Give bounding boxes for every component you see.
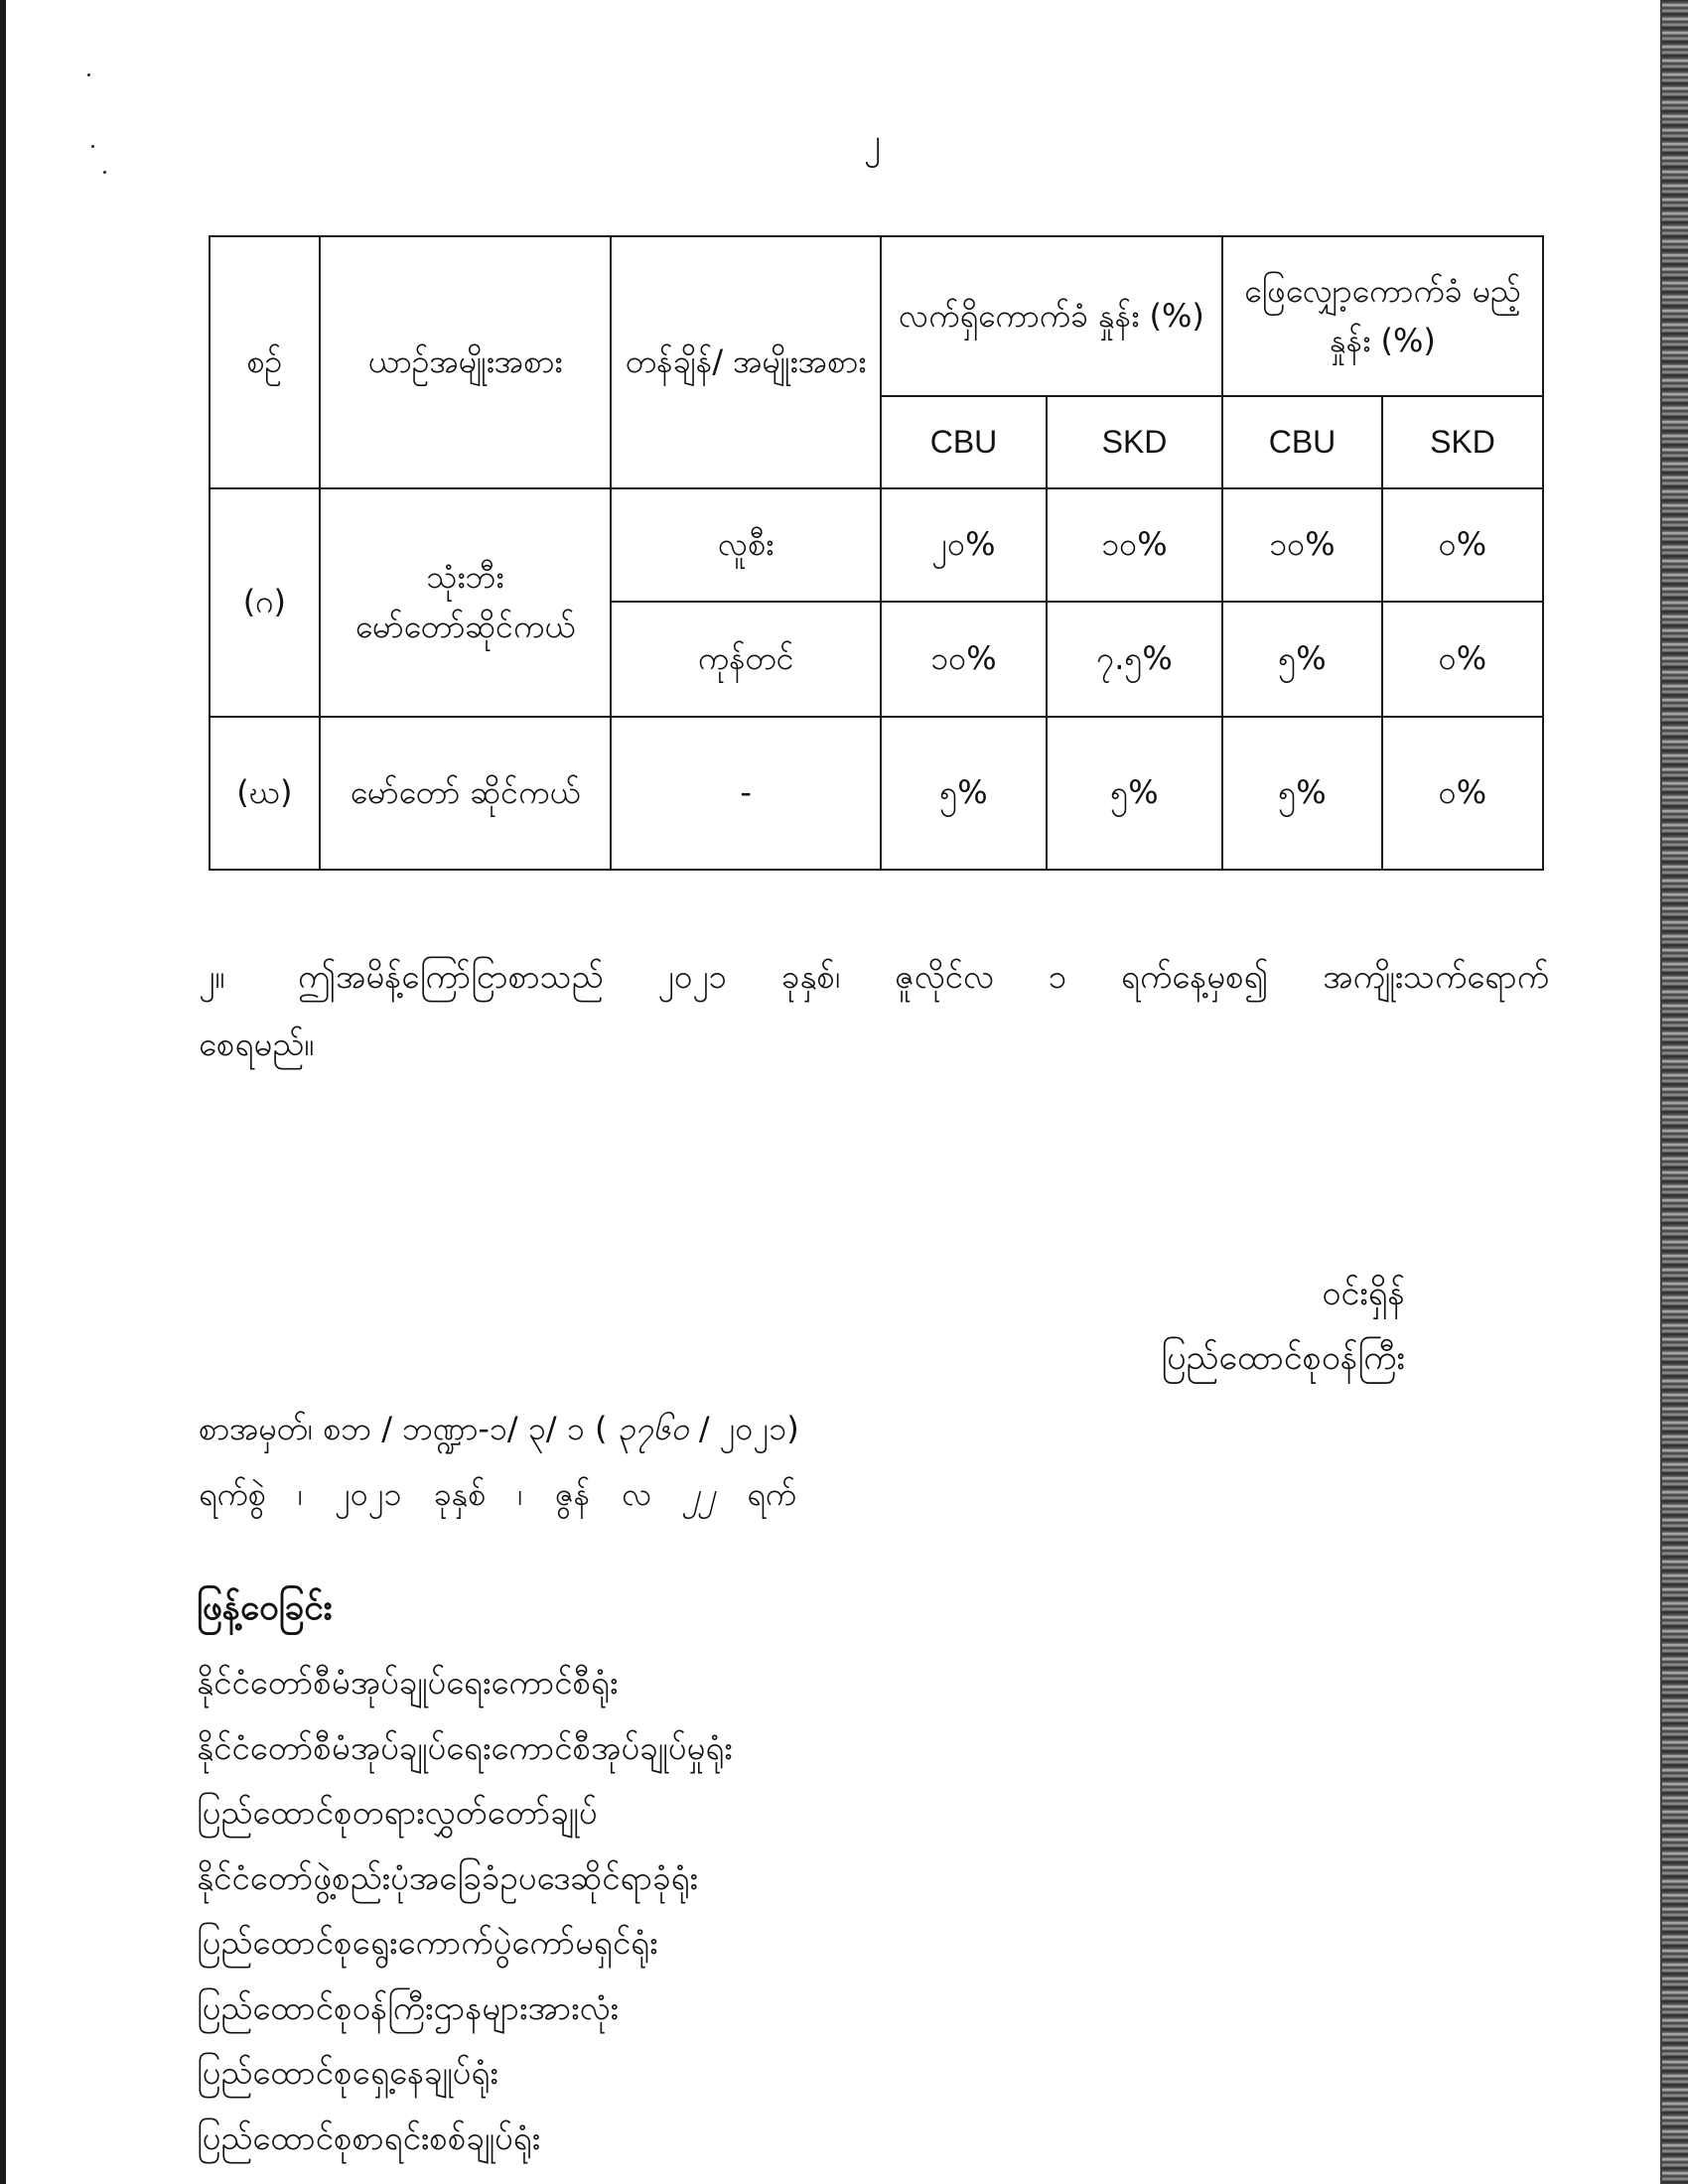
row-serial: (ဂ): [210, 488, 320, 717]
scan-speck: [103, 171, 106, 174]
cell-new-skd: ၀%: [1382, 717, 1543, 870]
scan-speck: [91, 145, 94, 148]
scan-speck: [87, 73, 90, 76]
header-new-rate: ဖြေလျှော့ကောက်ခံ မည့်နှုန်း (%): [1222, 236, 1543, 396]
list-item: ပြည်ထောင်စုရွေးကောက်ပွဲကော်မရှင်ရုံး: [197, 1923, 658, 1962]
document-date: [199, 1473, 796, 1521]
cell-current-skd: ၁၀%: [1047, 488, 1222, 602]
signatory-title: ပြည်ထောင်စုဝန်ကြီး: [1161, 1338, 1405, 1378]
cell-new-cbu: ၅%: [1222, 602, 1382, 717]
cell-new-skd: ၀%: [1382, 488, 1543, 602]
date-handwritten-day: ၂၂: [683, 1475, 716, 1513]
row-serial: (ဃ): [210, 717, 320, 870]
header-new-skd: SKD: [1382, 396, 1543, 488]
header-tonnage-type: တန်ချိန်/ အမျိုးအစား: [611, 236, 881, 488]
list-item: ပြည်ထောင်စုရှေ့နေချုပ်ရုံး: [197, 2053, 498, 2092]
signatory-name: ဝင်းရှိန်: [1322, 1274, 1405, 1313]
header-current-skd: SKD: [1047, 396, 1222, 488]
page-number: ၂: [864, 122, 881, 162]
table-row: [210, 717, 1543, 870]
scan-right-edge: [1662, 0, 1688, 2184]
cell-current-cbu: ၂၀%: [881, 488, 1047, 602]
list-item: နိုင်ငံတော်စီမံအုပ်ချုပ်ရေးကောင်စီအုပ်ချုပ်မှုရုံး: [197, 1727, 733, 1767]
paragraph-line-1: [199, 943, 1549, 1011]
distribution-heading: ဖြန့်ဝေခြင်း: [197, 1588, 333, 1628]
row-vehicle-type: မော်တော် ဆိုင်ကယ်: [320, 717, 612, 870]
cell-current-cbu: ၅%: [881, 717, 1047, 870]
list-item: ပြည်ထောင်စုတရားလွှတ်တော်ချုပ်: [197, 1793, 598, 1832]
cell-current-skd: ၇.၅%: [1047, 602, 1222, 717]
paragraph-line-2: စေရမည်။: [199, 1024, 315, 1063]
scan-left-edge: [0, 0, 6, 2184]
cell-current-skd: ၅%: [1047, 717, 1222, 870]
cell-current-cbu: ၁၀%: [881, 602, 1047, 717]
date-suffix: ရက်: [747, 1475, 796, 1513]
list-item: ပြည်ထောင်စုစာရင်းစစ်ချုပ်ရုံး: [197, 2117, 541, 2157]
header-serial: စဉ်: [210, 236, 320, 488]
paragraph-text: ဤအမိန့်ကြော်ငြာစာသည် ၂၀၂၁ ခုနှစ်၊ ဇူလိုင်လ ၁ ရက်နေ့မှစ၍ အကျိုးသက်ရောက်: [298, 957, 1549, 996]
reference-handwritten-number: ၃၇၆၀: [617, 1410, 689, 1447]
tax-rate-table: [209, 235, 1544, 871]
list-item: နိုင်ငံတော်စီမံအုပ်ချုပ်ရေးကောင်စီရုံး: [197, 1663, 619, 1702]
row-tonnage: လူစီး: [611, 488, 881, 602]
cell-new-skd: ၀%: [1382, 602, 1543, 717]
list-item: နိုင်ငံတော်ဖွဲ့စည်းပုံအခြေခံဥပဒေဆိုင်ရာခုံရုံး: [197, 1857, 698, 1897]
header-new-cbu: CBU: [1222, 396, 1382, 488]
header-vehicle-type: ယာဉ်အမျိုးအစား: [320, 236, 612, 488]
date-text: ရက်စွဲ ၊ ၂၀၂၁ ခုနှစ် ၊ ဇွန် လ: [199, 1475, 652, 1513]
cell-new-cbu: ၁၀%: [1222, 488, 1382, 602]
row-vehicle-type: သုံးဘီး မော်တော်ဆိုင်ကယ်: [320, 488, 612, 717]
distribution-list: [197, 1650, 733, 2170]
header-current-cbu: CBU: [881, 396, 1047, 488]
reference-number: [199, 1408, 799, 1455]
cell-new-cbu: ၅%: [1222, 717, 1382, 870]
table-row: [210, 488, 1543, 602]
row-tonnage: ကုန်တင်: [611, 602, 881, 717]
row-tonnage: -: [611, 717, 881, 870]
header-current-rate: လက်ရှိကောက်ခံ နှုန်း (%): [881, 236, 1222, 396]
reference-suffix: / ၂၀၂၁): [698, 1410, 799, 1447]
list-item: ပြည်ထောင်စုဝန်ကြီးဌာနများအားလုံး: [197, 1987, 619, 2027]
paragraph-number: ၂။: [199, 957, 225, 996]
reference-prefix: စာအမှတ်၊ စဘ / ဘဏ္ဍာ-၁/ ၃/ ၁ (: [199, 1410, 608, 1447]
effective-date-paragraph: [199, 943, 1549, 1078]
